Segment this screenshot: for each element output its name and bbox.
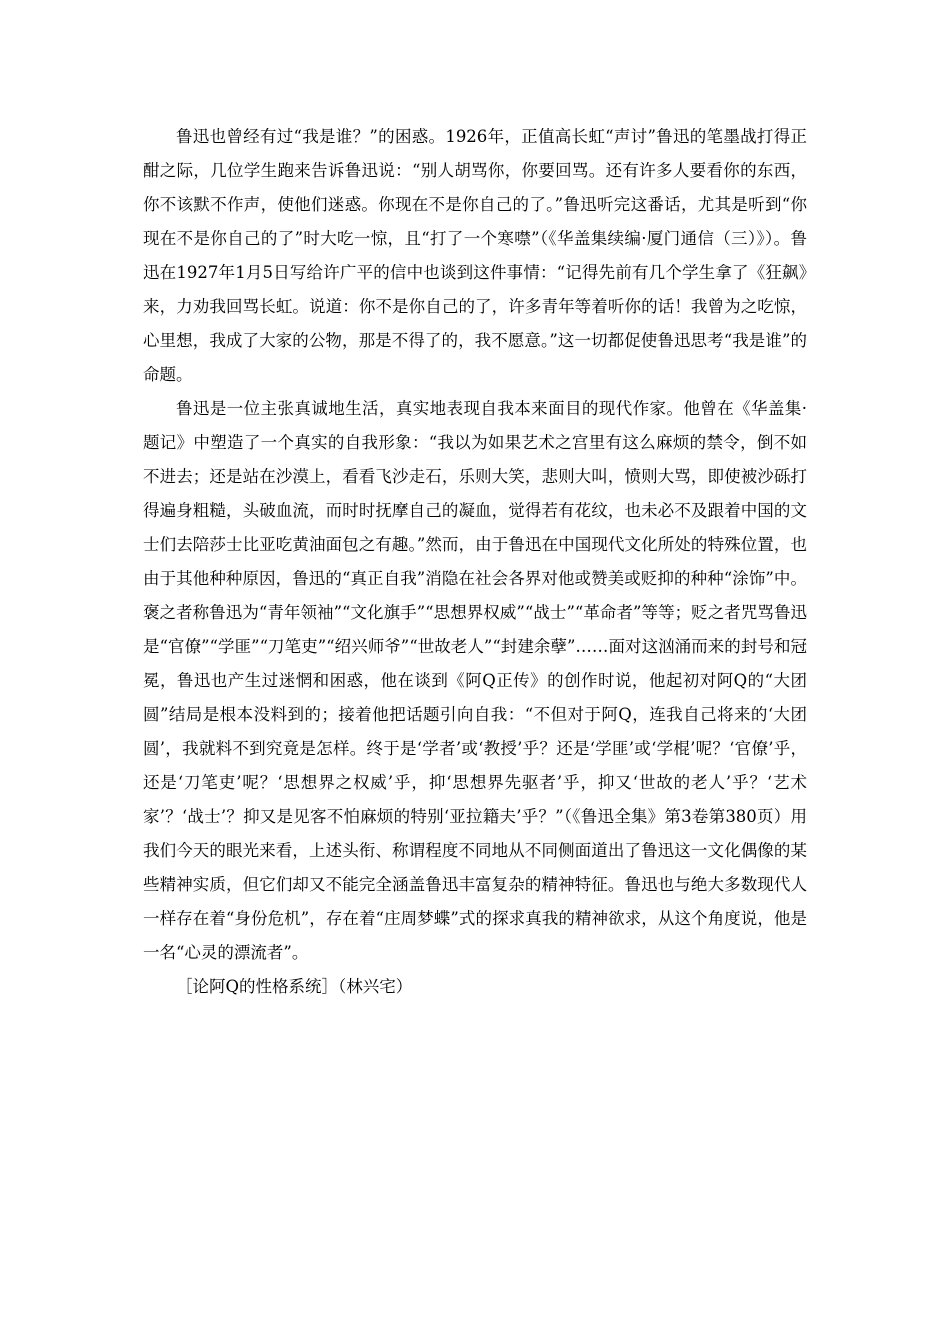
source-citation: ［论阿Q的性格系统］（林兴宅） — [176, 977, 413, 996]
document-body — [143, 120, 807, 1004]
paragraph-true-self: 鲁迅是一位主张真诚地生活，真实地表现自我本来面目的现代作家。他曾在《华盖集·题记》中塑造了一个真实的自我形象：“我以为如果艺术之宫里有这么麻烦的禁令，倒不如不进去；还是站在沙漠上，看看飞沙走石，乐则大笑，悲则大叫，愤则大骂，即使被沙砾打得遍身粗糙，头破血流，而时时抚摩自己的凝血，觉得若有花纹，也未必不及跟着中国的文士们去陪莎士比亚吃黄油面包之有趣。”然而，由于鲁迅在中国现代文化所处的特殊位置，也由于其他种种原因，鲁迅的“真正自我”消隐在社会各界对他或赞美或贬抑的种种“涂饰”中。褒之者称鲁迅为“青年领袖”“文化旗手”“思想界权威”“战士”“革命者”等等；贬之者咒骂鲁迅是“官僚”“学匪”“刀笔吏”“绍兴师爷”“世故老人”“封建余孽”……面对这汹涌而来的封号和冠冕，鲁迅也产生过迷惘和困惑，他在谈到《阿Q正传》的创作时说，他起初对阿Q的“大团圆”结局是根本没料到的；接着他把话题引向自我：“不但对于阿Q，连我自己将来的‘大团圆’，我就料不到究竟是怎样。终于是‘学者’或‘教授’乎？还是‘学匪’或‘学棍’呢？‘官僚’乎，还是‘刀笔吏’呢？‘思想界之权威’乎，抑‘思想界先驱者’乎，抑又‘世故的老人’乎？‘艺术家’？‘战士’？抑又是见客不怕麻烦的特别‘亚拉籍夫’乎？”（《鲁迅全集》第3卷第380页）用我们今天的眼光来看，上述头衔、称谓程度不同地从不同侧面道出了鲁迅这一文化偶像的某些精神实质，但它们却又不能完全涵盖鲁迅丰富复杂的精神特征。鲁迅也与绝大多数现代人一样存在着“身份危机”，存在着“庄周梦蝶”式的探求真我的精神欲求，从这个角度说，他是一名“心灵的漂流者”。 — [143, 399, 807, 962]
paragraph-identity-confusion: 鲁迅也曾经有过“我是谁？”的困惑。1926年，正值高长虹“声讨”鲁迅的笔墨战打得正酣之际，几位学生跑来告诉鲁迅说：“别人胡骂你，你要回骂。还有许多人要看你的东西，你不该默不作声，使他们迷惑。你现在不是你自己的了。”鲁迅听完这番话，尤其是听到“你现在不是你自己的了”时大吃一惊，且“打了一个寒噤”（《华盖集续编·厦门通信（三）》）。鲁迅在1927年1月5日写给许广平的信中也谈到这件事情：“记得先前有几个学生拿了《狂飙》来，力劝我回骂长虹。说道：你不是你自己的了，许多青年等着听你的话！我曾为之吃惊，心里想，我成了大家的公物，那是不得了的，我不愿意。”这一切都促使鲁迅思考“我是谁”的命题。 — [143, 127, 807, 384]
